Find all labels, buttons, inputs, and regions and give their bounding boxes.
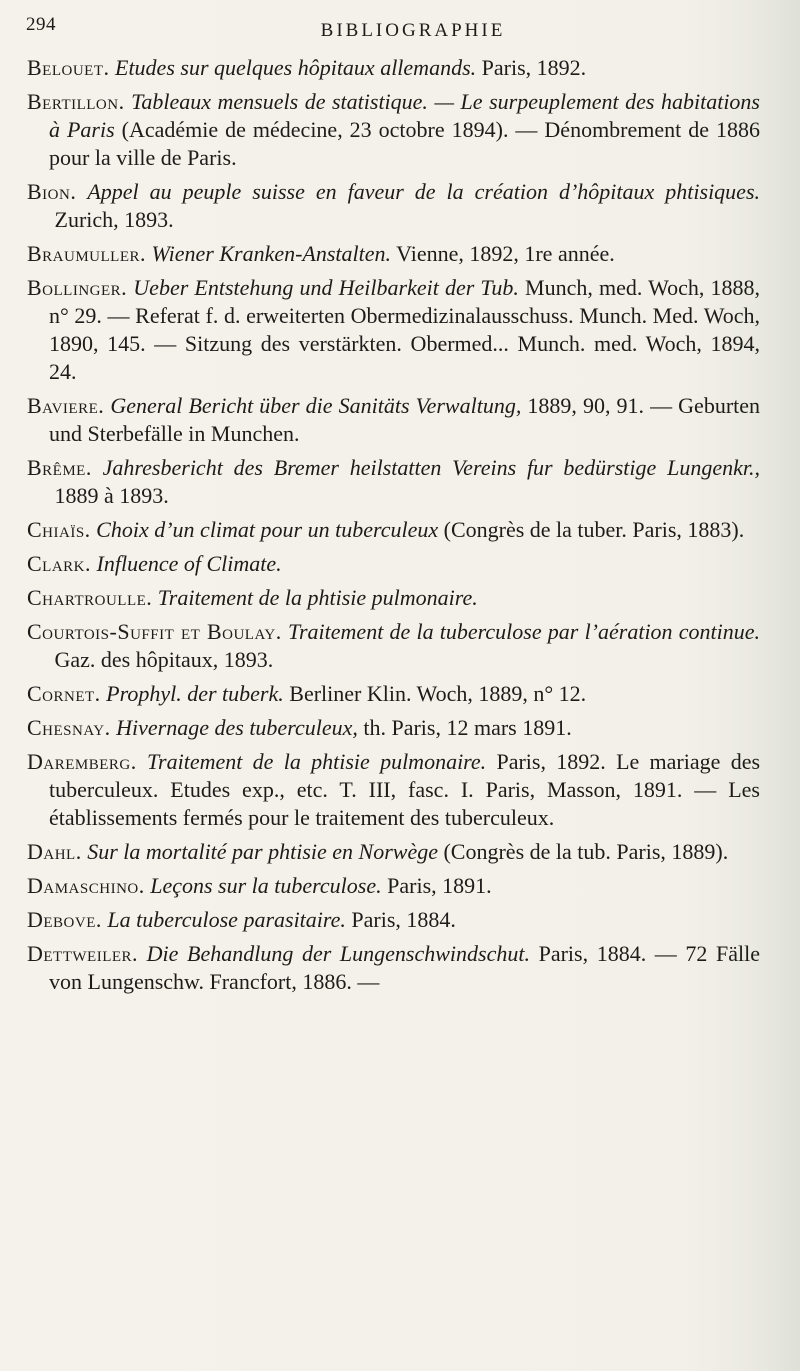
entry-details: Berliner Klin. Woch, 1889, n° 12. — [289, 681, 587, 706]
bibliography-entry — [27, 454, 760, 510]
bibliography-entry — [27, 516, 760, 544]
page-header — [26, 6, 760, 42]
bibliography-entry — [27, 54, 760, 82]
entry-author: Dettweiler. — [27, 941, 139, 966]
entry-details: Paris, 1884. — 72 Fälle von Lungenschw. Francfort, 1886. — — [49, 941, 761, 994]
bibliography-entry — [27, 872, 760, 900]
entry-title: Traitement de la phtisie pulmonaire. — [147, 749, 487, 774]
bibliography-entry — [27, 680, 760, 708]
entry-author: Bion. — [27, 179, 77, 204]
entry-title: General Bericht über die Sanitäts Verwaltung, — [110, 393, 522, 418]
entry-title: Hivernage des tuberculeux, — [116, 715, 358, 740]
bibliography-entry — [27, 274, 760, 386]
entry-details: th. Paris, 12 mars 1891. — [363, 715, 572, 740]
entry-details: Vienne, 1892, 1re année. — [396, 241, 615, 266]
bibliography-entry — [27, 714, 760, 742]
entry-details: Paris, 1884. — [351, 907, 456, 932]
entry-author: Brême. — [27, 455, 92, 480]
entry-title: Etudes sur quelques hôpitaux allemands. — [115, 55, 477, 80]
entry-author: Clark. — [27, 551, 92, 576]
entry-title: Tableaux mensuels de statistique. — Le surpeuplement des habitations à Paris — [49, 89, 760, 142]
bibliography-entry — [27, 584, 760, 612]
entry-author: Daremberg. — [27, 749, 137, 774]
entry-details: Paris, 1892. Le mariage des tuberculeux. Etudes exp., etc. T. III, fasc. I. Paris, Masson, 1891. — Les établissements fermés pour le traitement des tuberculeux. — [49, 749, 761, 830]
entry-details: (Congrès de la tuber. Paris, 1883). — [443, 517, 745, 542]
entry-title: La tuberculose parasitaire. — [107, 907, 346, 932]
bibliography-entry — [27, 240, 760, 268]
entry-title: Jahresbericht des Bremer heilstatten Vereins fur bedürstige Lungenkr., — [102, 455, 760, 480]
entry-details: Paris, 1892. — [481, 55, 587, 80]
bibliography-entry — [27, 88, 760, 172]
entry-author: Dahl. — [27, 839, 82, 864]
bibliography-entry — [27, 838, 760, 866]
entry-title: Choix d’un climat pour un tuberculeux — [96, 517, 439, 542]
entry-title: Traitement de la phtisie pulmonaire. — [157, 585, 478, 610]
entry-title: Die Behandlung der Lungenschwindschut. — [146, 941, 530, 966]
entry-author: Baviere. — [27, 393, 105, 418]
bibliography-entry — [27, 550, 760, 578]
entry-details: (Congrès de la tub. Paris, 1889). — [443, 839, 729, 864]
entry-details: (Académie de médecine, 23 octobre 1894). — Dénombrement de 1886 pour la ville de Paris. — [49, 117, 761, 170]
entry-title: Ueber Entstehung und Heilbarkeit der Tub. — [133, 275, 519, 300]
entry-details: Munch, med. Woch, 1888, n° 29. — Referat f. d. erweiterten Obermedizinalausschuss. Munch. Med. Woch, 1890, 145. — Sitzung des verstärkten. Obermed... Munch. med. Woch, 1894, 24. — [49, 275, 760, 384]
entry-author: Bertillon. — [27, 89, 125, 114]
bibliography-list — [27, 54, 760, 1002]
running-head: BIBLIOGRAPHIE — [320, 20, 506, 41]
entry-title: Leçons sur la tuberculose. — [150, 873, 382, 898]
entry-author: Chartroulle. — [27, 585, 153, 610]
entry-details: Gaz. des hôpitaux, 1893. — [54, 647, 274, 672]
entry-details: Zurich, 1893. — [54, 207, 174, 232]
entry-title: Traitement de la tuberculose par l’aération continue. — [287, 619, 761, 644]
entry-author: Chiaïs. — [27, 517, 91, 542]
entry-author: Chesnay. — [27, 715, 111, 740]
entry-title: Appel au peuple suisse en faveur de la création d’hôpitaux phtisiques. — [87, 179, 761, 204]
entry-details: 1889, 90, 91. — Geburten und Sterbefälle in Munchen. — [49, 393, 761, 446]
page-number: 294 — [26, 14, 56, 35]
entry-title: Influence of Climate. — [96, 551, 282, 576]
entry-author: Debove. — [27, 907, 102, 932]
entry-title: Prophyl. der tuberk. — [106, 681, 284, 706]
entry-author: Belouet. — [27, 55, 110, 80]
bibliography-entry — [27, 940, 760, 996]
entry-details: 1889 à 1893. — [54, 483, 169, 508]
bibliography-entry — [27, 178, 760, 234]
entry-author: Damaschino. — [27, 873, 145, 898]
bibliography-entry — [27, 618, 760, 674]
entry-details: Paris, 1891. — [387, 873, 492, 898]
bibliography-entry — [27, 392, 760, 448]
entry-author: Bollinger. — [27, 275, 128, 300]
entry-author: Braumuller. — [27, 241, 147, 266]
entry-author: Cornet. — [27, 681, 101, 706]
entry-title: Wiener Kranken-Anstalten. — [151, 241, 392, 266]
entry-author: Courtois-Suffit et Boulay. — [27, 619, 282, 644]
bibliography-entry — [27, 906, 760, 934]
entry-title: Sur la mortalité par phtisie en Norwège — [87, 839, 438, 864]
bibliography-entry — [27, 748, 760, 832]
